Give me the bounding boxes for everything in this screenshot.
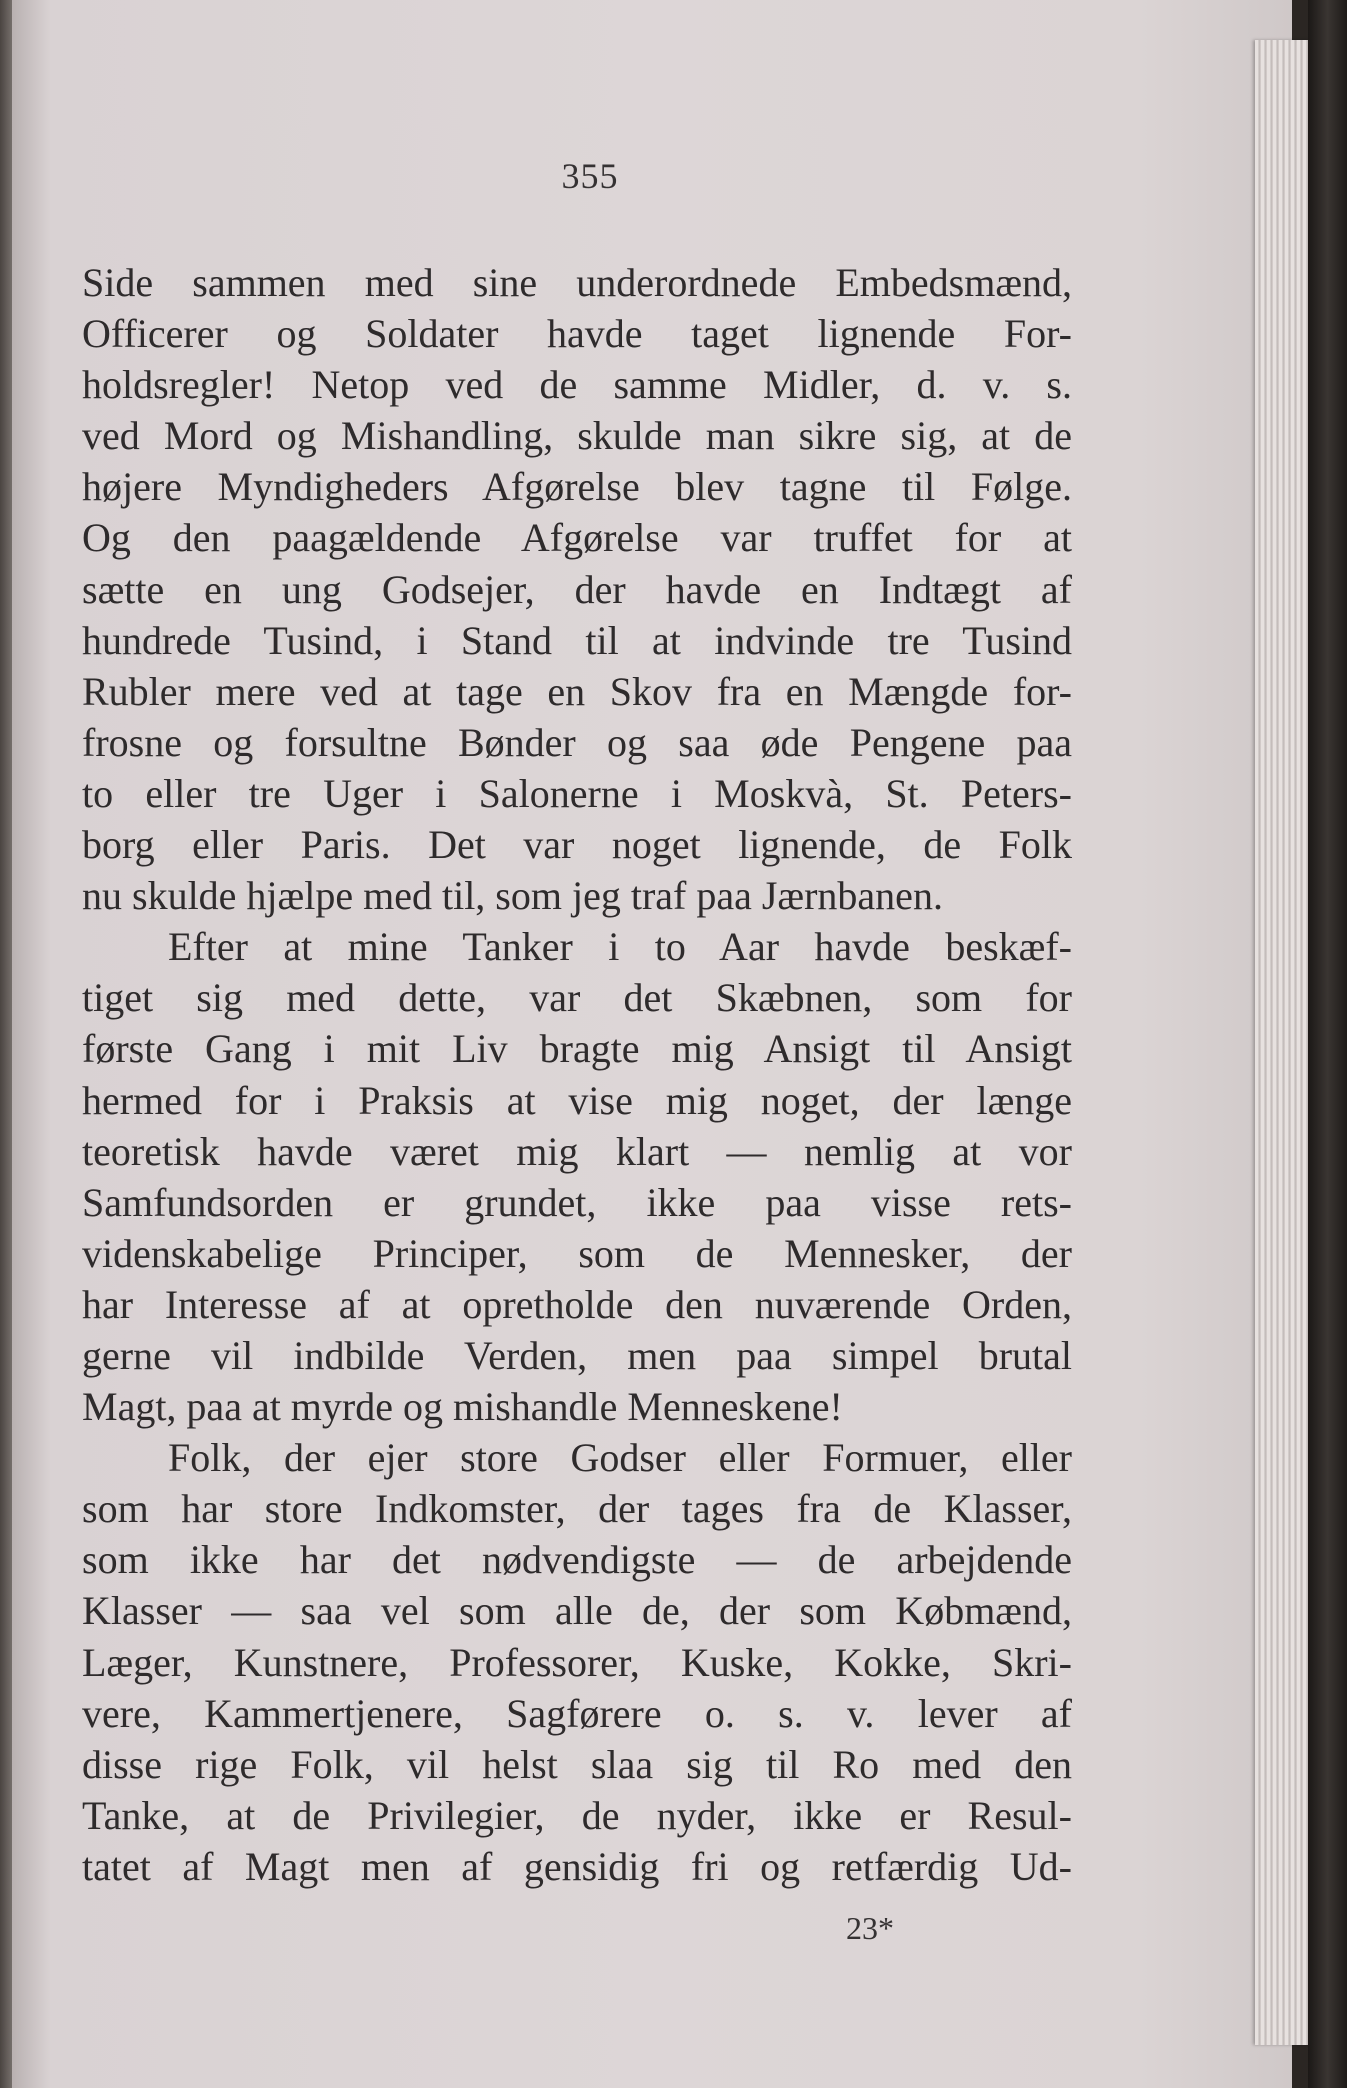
page-stack-edge [1255,40,1310,2045]
text-line: tatet af Magt men af gensidig fri og retfærdig Ud- [82,1843,1072,1889]
text-line: vere, Kammertjenere, Sagførere o. s. v. lever af [82,1690,1072,1736]
text-line: Rubler mere ved at tage en Skov fra en Mængde for- [82,668,1072,714]
text-line: har Interesse af at opretholde den nuværende Orden, [82,1281,1072,1327]
text-line: Officerer og Soldater havde taget lignende For- [82,311,1072,357]
text-line: Læger, Kunstnere, Professorer, Kuske, Kokke, Skri- [82,1639,1072,1685]
text-line: disse rige Folk, vil helst slaa sig til Ro med den [82,1741,1072,1787]
text-line: ved Mord og Mishandling, skulde man sikre sig, at de [82,413,1072,459]
text-line: Magt, paa at myrde og mishandle Menneskene! [82,1384,843,1430]
text-line: første Gang i mit Liv bragte mig Ansigt til Ansigt [82,1026,1072,1072]
signature-mark: 23* [846,1910,894,1946]
text-line: tiget sig med dette, var det Skæbnen, som for [82,975,1072,1021]
text-line: Og den paagældende Afgørelse var truffet for at [82,515,1072,561]
text-line: frosne og forsultne Bønder og saa øde Pengene paa [82,719,1072,765]
text-line: Folk, der ejer store Godser eller Formuer, eller [168,1435,1072,1481]
text-line: videnskabelige Principer, som de Mennesker, der [82,1230,1072,1276]
text-line: teoretisk havde været mig klart — nemlig at vor [82,1128,1072,1174]
text-line: borg eller Paris. Det var noget lignende, de Folk [82,822,1072,868]
text-line: Tanke, at de Privilegier, de nyder, ikke er Resul- [82,1792,1072,1838]
text-line: Efter at mine Tanker i to Aar havde beskæf- [168,924,1072,970]
body-text [82,257,1072,1892]
text-line: sætte en ung Godsejer, der havde en Indtægt af [82,566,1072,612]
book-cover-edge [1308,0,1347,2088]
text-line: som har store Indkomster, der tages fra de Klasser, [82,1486,1072,1532]
text-line: højere Myndigheders Afgørelse blev tagne til Følge. [82,464,1072,510]
text-line: gerne vil indbilde Verden, men paa simpel brutal [82,1332,1072,1378]
text-line: hermed for i Praksis at vise mig noget, der længe [82,1077,1072,1123]
text-line: holdsregler! Netop ved de samme Midler, d. v. s. [82,362,1072,408]
text-line: Samfundsorden er grundet, ikke paa visse rets- [82,1179,1072,1225]
text-line: Klasser — saa vel som alle de, der som Købmænd, [82,1588,1072,1634]
text-line: Side sammen med sine underordnede Embedsmænd, [82,260,1072,305]
text-line: som ikke har det nødvendigste — de arbejdende [82,1537,1072,1583]
text-line: to eller tre Uger i Salonerne i Moskvà, St. Peters- [82,770,1072,816]
page-number: 355 [561,156,619,196]
text-line: hundrede Tusind, i Stand til at indvinde tre Tusind [82,617,1072,663]
text-line: nu skulde hjælpe med til, som jeg traf paa Jærnbanen. [82,873,943,919]
